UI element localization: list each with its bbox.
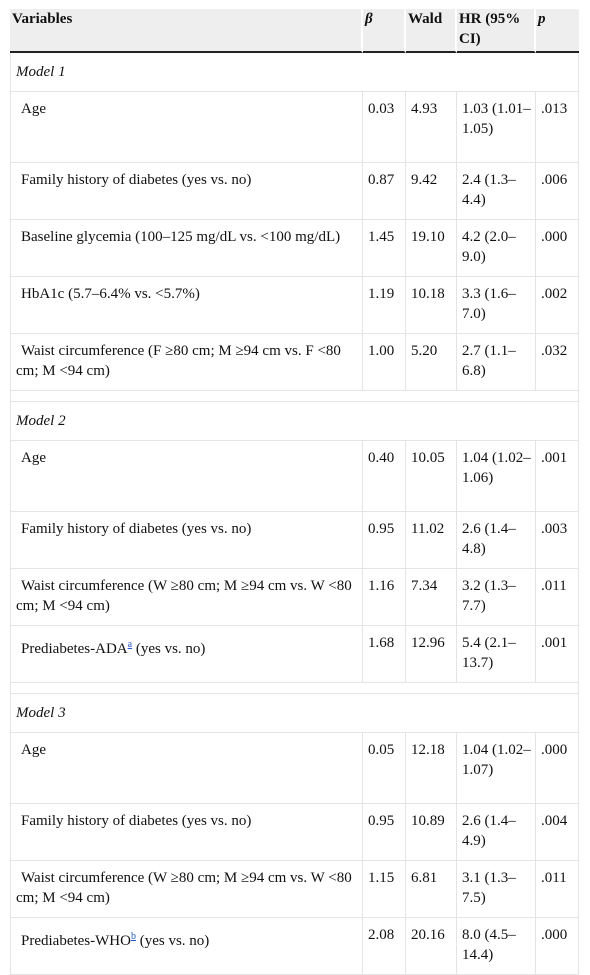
cell-variable — [10, 163, 363, 220]
header-p-text: p — [538, 11, 546, 27]
cell-p: .032 — [536, 334, 579, 391]
cell-hr: 2.7 (1.1–6.8) — [457, 334, 536, 391]
table-row — [10, 804, 579, 861]
cell-p: .006 — [536, 163, 579, 220]
variable-text: Age — [21, 742, 46, 758]
cell-wald: 20.16 — [406, 918, 457, 975]
table-row — [10, 861, 579, 918]
cell-p: .013 — [536, 92, 579, 163]
cell-hr: 1.04 (1.02–1.06) — [457, 441, 536, 512]
cell-wald: 6.81 — [406, 861, 457, 918]
variable-text: Family history of diabetes (yes vs. no) — [21, 521, 252, 537]
cell-p: .004 — [536, 804, 579, 861]
variable-name: Prediabetes-WHO — [21, 933, 131, 949]
table-row — [10, 334, 579, 391]
section-spacer — [10, 683, 579, 694]
cell-p: .000 — [536, 733, 579, 804]
cell-beta: 0.03 — [363, 92, 406, 163]
header-beta — [363, 9, 406, 53]
model-heading-row — [10, 53, 579, 92]
cell-wald: 12.96 — [406, 626, 457, 683]
table-row — [10, 220, 579, 277]
cell-beta: 0.95 — [363, 512, 406, 569]
cell-p: .001 — [536, 626, 579, 683]
cell-variable — [10, 804, 363, 861]
cell-variable — [10, 861, 363, 918]
table-row — [10, 92, 579, 163]
variable-text: HbA1c (5.7–6.4% vs. <5.7%) — [21, 286, 200, 302]
cell-wald: 7.34 — [406, 569, 457, 626]
cell-beta: 1.68 — [363, 626, 406, 683]
cell-hr: 2.6 (1.4–4.8) — [457, 512, 536, 569]
variable-text: Age — [21, 450, 46, 466]
cell-hr: 8.0 (4.5–14.4) — [457, 918, 536, 975]
cell-hr: 3.2 (1.3–7.7) — [457, 569, 536, 626]
cell-variable — [10, 441, 363, 512]
model-title: Model 2 — [10, 402, 579, 441]
variable-suffix: (yes vs. no) — [135, 933, 210, 949]
cell-variable — [10, 918, 363, 975]
cell-hr: 1.03 (1.01–1.05) — [457, 92, 536, 163]
table-row — [10, 626, 579, 683]
header-wald: Wald — [406, 9, 457, 53]
model-title: Model 1 — [10, 53, 579, 92]
cell-hr: 1.04 (1.02–1.07) — [457, 733, 536, 804]
cell-p: .011 — [536, 861, 579, 918]
variable-text: Waist circumference (F ≥80 cm; M ≥94 cm vs. F <80 cm; M <94 cm) — [16, 343, 341, 379]
table-row — [10, 733, 579, 804]
cell-beta: 1.45 — [363, 220, 406, 277]
cell-p: .002 — [536, 277, 579, 334]
variable-text: Waist circumference (W ≥80 cm; M ≥94 cm vs. W <80 cm; M <94 cm) — [16, 870, 352, 906]
cell-variable — [10, 733, 363, 804]
cell-variable — [10, 626, 363, 683]
cell-wald: 4.93 — [406, 92, 457, 163]
variable-text: Age — [21, 101, 46, 117]
cell-beta: 1.16 — [363, 569, 406, 626]
cell-beta: 0.40 — [363, 441, 406, 512]
variable-suffix: (yes vs. no) — [132, 641, 206, 657]
cell-hr: 3.1 (1.3–7.5) — [457, 861, 536, 918]
cell-wald: 10.18 — [406, 277, 457, 334]
cell-variable — [10, 277, 363, 334]
table-row — [10, 569, 579, 626]
cell-variable — [10, 569, 363, 626]
variable-text: Baseline glycemia (100–125 mg/dL vs. <100 mg/dL) — [21, 229, 341, 245]
header-row — [10, 9, 579, 53]
cell-beta: 1.00 — [363, 334, 406, 391]
model-heading-row — [10, 402, 579, 441]
cell-hr: 4.2 (2.0–9.0) — [457, 220, 536, 277]
cell-wald: 10.05 — [406, 441, 457, 512]
cell-beta: 1.19 — [363, 277, 406, 334]
table-row — [10, 277, 579, 334]
cell-beta: 1.15 — [363, 861, 406, 918]
footnote-link[interactable]: b — [130, 931, 136, 942]
variable-text: Family history of diabetes (yes vs. no) — [21, 172, 252, 188]
cell-hr: 2.4 (1.3–4.4) — [457, 163, 536, 220]
variable-text: Family history of diabetes (yes vs. no) — [21, 813, 252, 829]
spacer-cell — [10, 391, 579, 402]
cell-hr: 5.4 (2.1–13.7) — [457, 626, 536, 683]
cell-p: .003 — [536, 512, 579, 569]
header-p — [536, 9, 579, 53]
cell-hr: 2.6 (1.4–4.9) — [457, 804, 536, 861]
footnote-link[interactable]: a — [127, 639, 133, 650]
cell-wald: 19.10 — [406, 220, 457, 277]
cell-wald: 12.18 — [406, 733, 457, 804]
table-row — [10, 441, 579, 512]
section-spacer — [10, 391, 579, 402]
variable-text: Waist circumference (W ≥80 cm; M ≥94 cm vs. W <80 cm; M <94 cm) — [16, 578, 352, 614]
cell-variable — [10, 512, 363, 569]
table-row — [10, 512, 579, 569]
variable-name: Prediabetes-ADA — [21, 641, 128, 657]
model-heading-row — [10, 694, 579, 733]
cell-wald: 5.20 — [406, 334, 457, 391]
cell-beta: 2.08 — [363, 918, 406, 975]
header-beta-text: β — [365, 11, 373, 27]
cell-beta: 0.95 — [363, 804, 406, 861]
cell-p: .000 — [536, 918, 579, 975]
cell-variable — [10, 220, 363, 277]
regression-table — [10, 9, 579, 975]
model-title: Model 3 — [10, 694, 579, 733]
spacer-cell — [10, 683, 579, 694]
header-hr: HR (95% CI) — [457, 9, 536, 53]
header-variables: Variables — [10, 9, 363, 53]
cell-variable — [10, 92, 363, 163]
cell-beta: 0.87 — [363, 163, 406, 220]
cell-wald: 11.02 — [406, 512, 457, 569]
cell-wald: 9.42 — [406, 163, 457, 220]
table-row — [10, 918, 579, 975]
cell-wald: 10.89 — [406, 804, 457, 861]
cell-beta: 0.05 — [363, 733, 406, 804]
cell-variable — [10, 334, 363, 391]
cell-p: .000 — [536, 220, 579, 277]
cell-p: .011 — [536, 569, 579, 626]
table-row — [10, 163, 579, 220]
cell-p: .001 — [536, 441, 579, 512]
cell-hr: 3.3 (1.6–7.0) — [457, 277, 536, 334]
